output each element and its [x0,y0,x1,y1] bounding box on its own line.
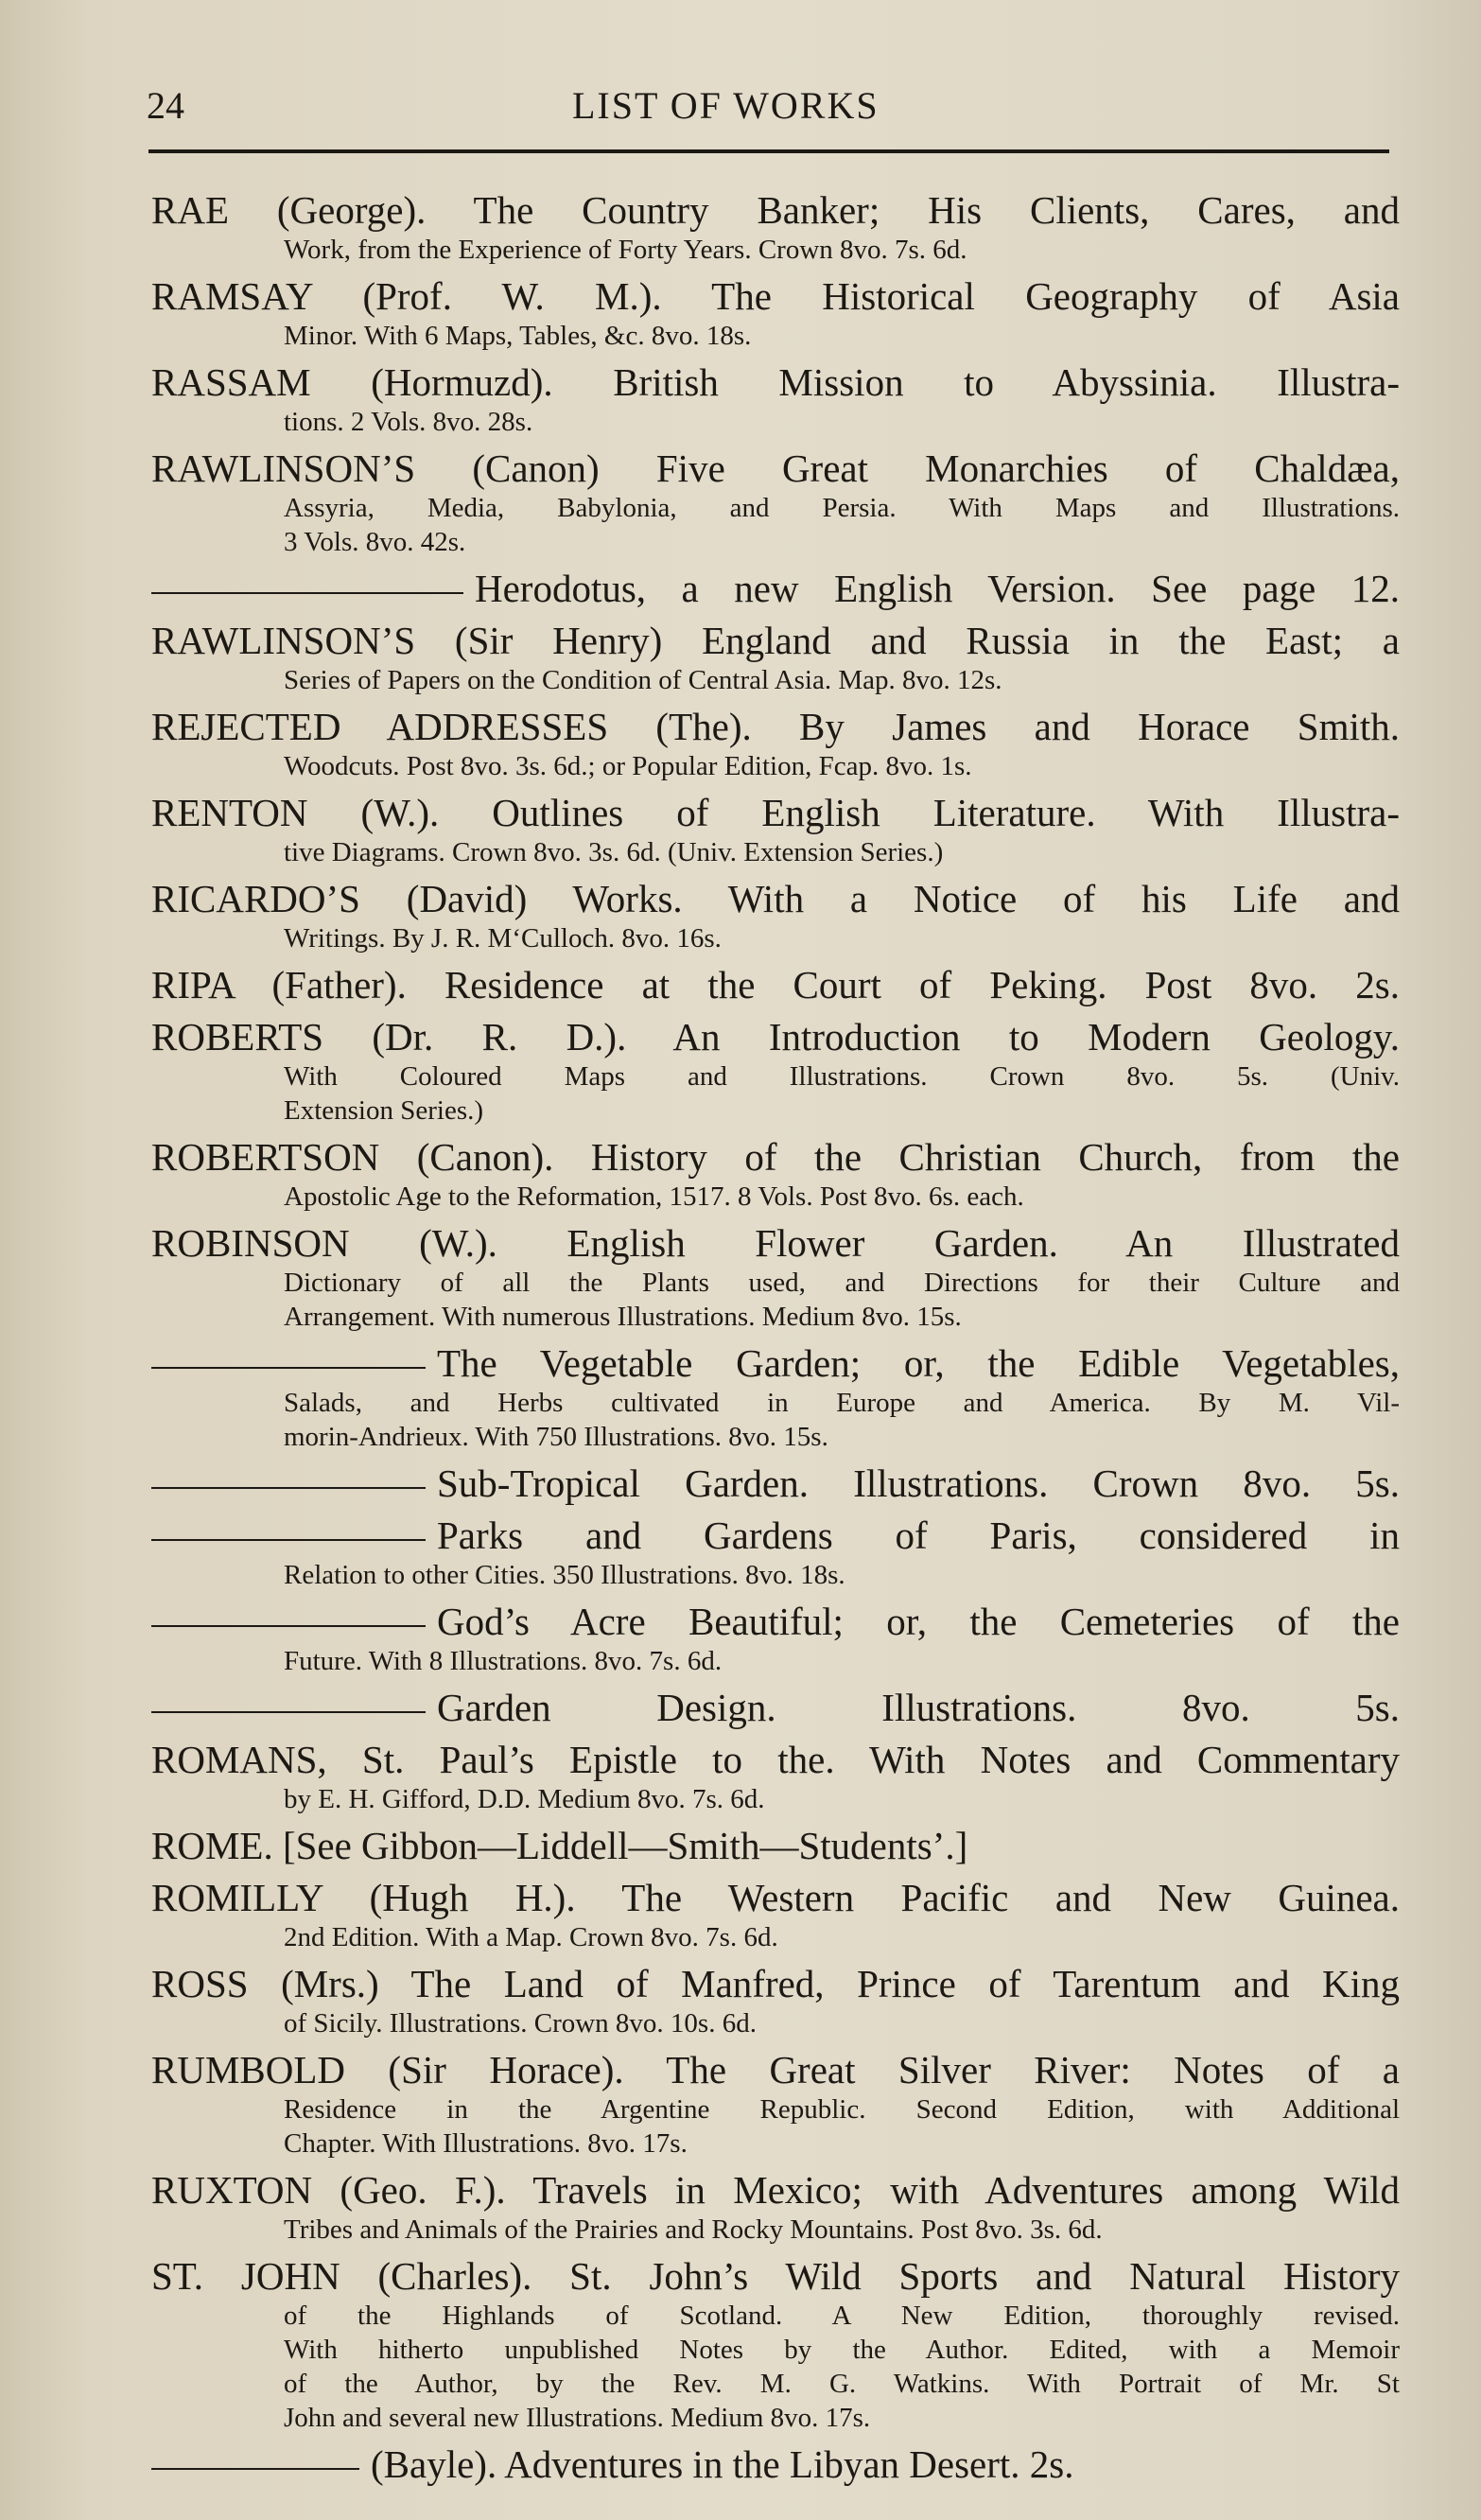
entry-heading-line [151,1599,1400,1644]
entry-heading-text: ROME. [See Gibbon—Liddell—Smith—Students’.] [151,1824,968,1867]
entry-heading-text: God’s Acre Beautiful; or, the Cemeteries of the [437,1600,1400,1643]
entry-heading-line [151,704,1400,749]
catalog-entry-robinson-vegetable [151,1340,1400,1454]
entry-continuation-line: Work, from the Experience of Forty Years. Crown 8vo. 7s. 6d. [284,235,967,265]
entry-continuation-line: Tribes and Animals of the Prairies and Rocky Mountains. Post 8vo. 3s. 6d. [284,2214,1103,2245]
entry-continuation-line: With hitherto unpublished Notes by the Author. Edited, with a Memoir [284,2335,1400,2365]
ditto-dash [151,2468,359,2470]
entry-continuation-line: of Sicily. Illustrations. Crown 8vo. 10s. 6d. [284,2008,757,2039]
entry-heading-line [151,1134,1400,1180]
entry-continuation-line: Residence in the Argentine Republic. Second Edition, with Additional [284,2094,1400,2125]
catalog-entry-robinson-subtropical [151,1461,1400,1506]
entry-continuation-line: Future. With 8 Illustrations. 8vo. 7s. 6d. [284,1646,723,1676]
catalog-entry-rejected [151,704,1400,783]
entry-heading-line [151,790,1400,835]
catalog-entry-roberts [151,1014,1400,1128]
entry-heading-text: Herodotus, a new English Version. See page 12. [475,567,1400,610]
entry-heading-line [151,1461,1400,1506]
entry-continuation-line: Series of Papers on the Condition of Central Asia. Map. 8vo. 12s. [284,665,1002,695]
entry-heading-text: ST. JOHN (Charles). St. John’s Wild Sports and Natural History [151,2254,1400,2298]
entry-heading-text: Sub-Tropical Garden. Illustrations. Crown 8vo. 5s. [437,1461,1400,1505]
entry-heading-line [151,876,1400,921]
catalog-entry-rawlinson-canon [151,446,1400,559]
entry-heading-text: ROBINSON (W.). English Flower Garden. An Illustrated [151,1221,1400,1265]
entry-heading-text: RENTON (W.). Outlines of English Literature. With Illustra- [151,791,1400,834]
entry-continuation-line: of the Highlands of Scotland. A New Edition, thoroughly revised. [284,2301,1400,2331]
entry-heading-text: RASSAM (Hormuzd). British Mission to Abyssinia. Illustra- [151,360,1400,404]
entry-heading-text: ROMILLY (Hugh H.). The Western Pacific and New Guinea. [151,1876,1400,1919]
entry-heading-text: Garden Design. Illustrations. 8vo. 5s. [437,1686,1400,1729]
ditto-dash [151,1367,426,1369]
entry-heading-text: RUXTON (Geo. F.). Travels in Mexico; with Adventures among Wild [151,2168,1400,2212]
entry-heading-text: RUMBOLD (Sir Horace). The Great Silver River: Notes of a [151,2048,1400,2091]
entry-continuation-line: Relation to other Cities. 350 Illustrations. 8vo. 18s. [284,1560,845,1590]
entry-heading-line [151,2167,1400,2213]
entry-heading-text: REJECTED ADDRESSES (The). By James and Horace Smith. [151,705,1400,748]
entry-continuation-line: Chapter. With Illustrations. 8vo. 17s. [284,2128,688,2159]
entry-continuation-line: Extension Series.) [284,1095,484,1126]
ditto-dash [151,1711,426,1713]
entry-continuation-line: Writings. By J. R. M‘Culloch. 8vo. 16s. [284,923,722,954]
entry-heading-text: ROBERTSON (Canon). History of the Christian Church, from the [151,1135,1400,1179]
entry-heading-line [151,273,1400,319]
entry-heading-line [151,1014,1400,1059]
entry-heading-line [151,618,1400,663]
running-title: LIST OF WORKS [572,84,880,127]
entry-heading-text: RAWLINSON’S (Canon) Five Great Monarchies of Chaldæa, [151,446,1400,490]
entry-continuation-line: tive Diagrams. Crown 8vo. 3s. 6d. (Univ. Extension Series.) [284,837,944,867]
entry-heading-text: RICARDO’S (David) Works. With a Notice of his Life and [151,877,1400,920]
entry-heading-text: RAWLINSON’S (Sir Henry) England and Russia in the East; a [151,619,1400,662]
entry-continuation-line: morin-Andrieux. With 750 Illustrations. 8vo. 15s. [284,1422,828,1452]
catalog-entry-robertson [151,1134,1400,1214]
entry-heading-text: (Bayle). Adventures in the Libyan Desert. 2s. [371,2442,1074,2486]
catalog-entry-ruxton [151,2167,1400,2247]
entry-continuation-line: by E. H. Gifford, D.D. Medium 8vo. 7s. 6d. [284,1784,765,1814]
ditto-dash [151,1487,426,1489]
entry-continuation-line: 3 Vols. 8vo. 42s. [284,527,466,557]
entry-continuation-line: Dictionary of all the Plants used, and Directions for their Culture and [284,1268,1400,1298]
entry-continuation-line: 2nd Edition. With a Map. Crown 8vo. 7s. 6d. [284,1922,778,1952]
entry-heading-line [151,2441,1400,2487]
entry-continuation-line: Apostolic Age to the Reformation, 1517. 8 Vols. Post 8vo. 6s. each. [284,1181,1024,1212]
catalog-entry-rome [151,1823,1400,1868]
catalog-entry-ripa [151,962,1400,1007]
ditto-dash [151,1625,426,1627]
entry-continuation-line: of the Author, by the Rev. M. G. Watkins. With Portrait of Mr. St [284,2369,1400,2399]
catalog-entry-rumbold [151,2047,1400,2161]
entry-continuation-line: Arrangement. With numerous Illustrations. Medium 8vo. 15s. [284,1302,962,1332]
catalog-entry-ricardo [151,876,1400,955]
catalog-entries [151,187,1400,2494]
entry-heading-text: Parks and Gardens of Paris, considered in [437,1514,1400,1557]
entry-continuation-line: Minor. With 6 Maps, Tables, &c. 8vo. 18s. [284,321,752,351]
entry-continuation-line: John and several new Illustrations. Medium 8vo. 17s. [284,2403,871,2433]
catalog-entry-renton [151,790,1400,869]
page-number: 24 [147,84,184,127]
entry-continuation-line: Assyria, Media, Babylonia, and Persia. With Maps and Illustrations. [284,493,1400,523]
header-rule [148,149,1389,153]
catalog-entry-robinson [151,1220,1400,1334]
entry-heading-line [151,962,1400,1007]
catalog-entry-st-john-bayle [151,2441,1400,2487]
catalog-entry-rawlinson-herodotus [151,566,1400,611]
entry-heading-text: The Vegetable Garden; or, the Edible Vegetables, [437,1341,1400,1385]
entry-heading-line [151,566,1400,611]
entry-heading-text: RAMSAY (Prof. W. M.). The Historical Geography of Asia [151,274,1400,318]
catalog-entry-st-john [151,2253,1400,2435]
entry-heading-line [151,2047,1400,2092]
entry-continuation-line: tions. 2 Vols. 8vo. 28s. [284,407,533,437]
catalog-entry-ramsay [151,273,1400,353]
entry-heading-text: ROMANS, St. Paul’s Epistle to the. With Notes and Commentary [151,1738,1400,1781]
catalog-entry-rawlinson-henry [151,618,1400,697]
entry-heading-line [151,1340,1400,1386]
entry-heading-line [151,187,1400,233]
entry-heading-text: RAE (George). The Country Banker; His Clients, Cares, and [151,188,1400,232]
entry-heading-line [151,1685,1400,1730]
entry-heading-text: RIPA (Father). Residence at the Court of Peking. Post 8vo. 2s. [151,963,1400,1006]
entry-heading-line [151,1875,1400,1920]
entry-continuation-line: With Coloured Maps and Illustrations. Crown 8vo. 5s. (Univ. [284,1061,1400,1092]
catalog-entry-rae [151,187,1400,267]
ditto-dash [151,592,463,594]
entry-heading-text: ROBERTS (Dr. R. D.). An Introduction to Modern Geology. [151,1015,1400,1059]
entry-heading-line [151,1961,1400,2006]
entry-heading-line [151,1220,1400,1266]
catalog-entry-robinson-parks [151,1513,1400,1592]
entry-heading-text: ROSS (Mrs.) The Land of Manfred, Prince of Tarentum and King [151,1962,1400,2005]
entry-heading-line [151,359,1400,405]
entry-heading-line [151,1513,1400,1558]
catalog-entry-ross [151,1961,1400,2040]
ditto-dash [151,1539,426,1541]
entry-heading-line [151,1823,1400,1868]
entry-continuation-line: Salads, and Herbs cultivated in Europe and America. By M. Vil- [284,1388,1400,1418]
catalog-entry-robinson-garden-design [151,1685,1400,1730]
catalog-entry-rassam [151,359,1400,439]
catalog-entry-romans [151,1737,1400,1816]
catalog-entry-romilly [151,1875,1400,1954]
page-header [147,83,1390,140]
entry-continuation-line: Woodcuts. Post 8vo. 3s. 6d.; or Popular Edition, Fcap. 8vo. 1s. [284,751,972,781]
entry-heading-line [151,1737,1400,1782]
entry-heading-line [151,446,1400,491]
entry-heading-line [151,2253,1400,2299]
catalog-entry-robinson-gods-acre [151,1599,1400,1678]
